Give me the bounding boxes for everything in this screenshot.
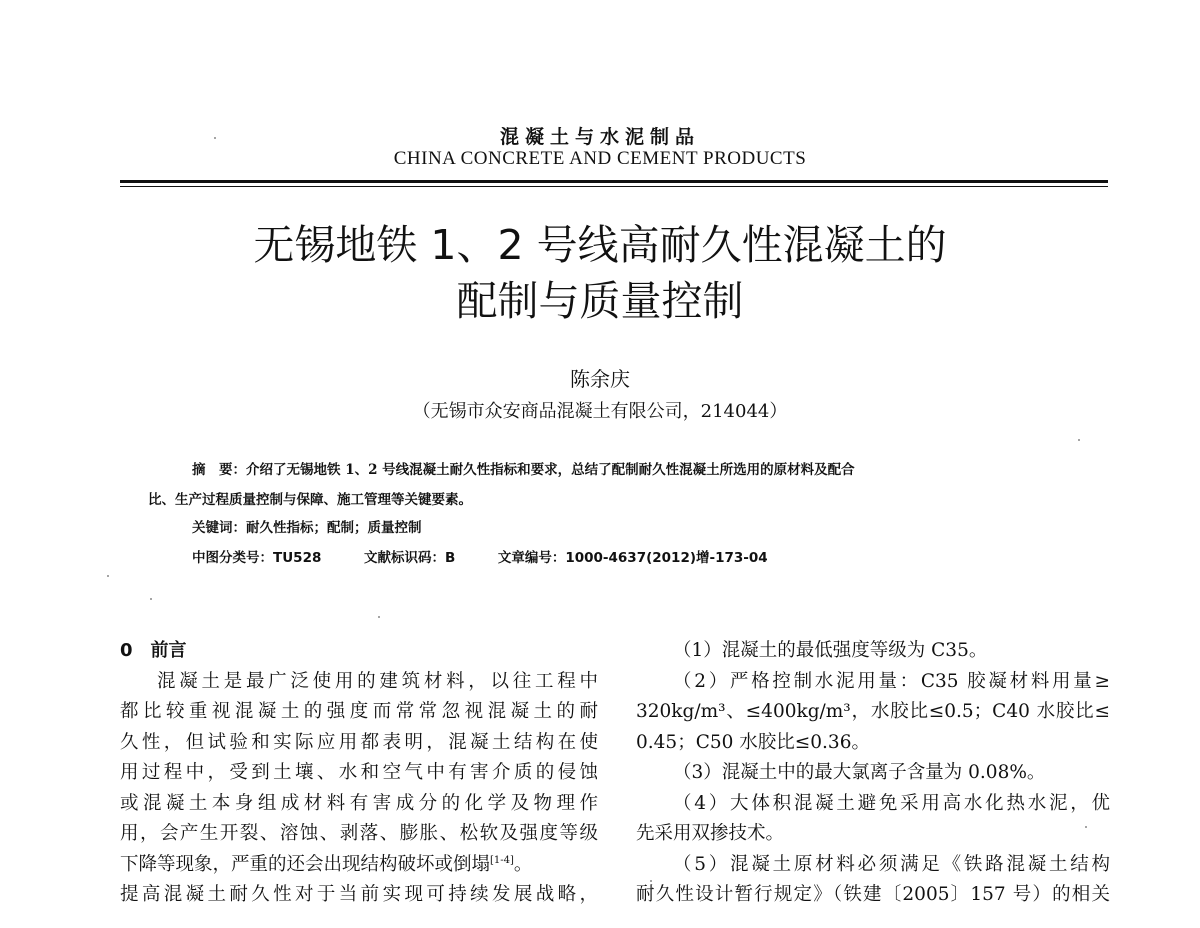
article-title-line-2: 配制与质量控制 (456, 277, 744, 325)
article-title-line-1: 无锡地铁 1、2 号线高耐久性混凝土的 (253, 221, 947, 269)
paragraph-line: 提高混凝土耐久性对于当前实现可持续发展战略， (120, 884, 598, 905)
requirement-line: 0.45；C50 水胶比≤0.36。 (636, 731, 870, 753)
paragraph-line: 用过程中，受到土壤、水和空气中有害介质的侵蚀 (120, 762, 598, 783)
scan-speck (107, 575, 109, 577)
paragraph-line: 或混凝土本身组成材料有害成分的化学及物理作 (120, 792, 598, 814)
right-column (636, 636, 1110, 911)
requirement-line: 耐久性设计暂行规定》（铁建〔2005〕157 号）的相关 (636, 884, 1110, 905)
header-rule-thick (120, 180, 1108, 183)
author-affiliation: （无锡市众安商品混凝土有限公司，214044） (412, 401, 788, 422)
requirement-line: 320kg/m³、≤400kg/m³，水胶比≤0.5；C40 水胶比≤ (636, 701, 1110, 722)
paragraph-line: 下降等现象，严重的还会出现结构破坏或倒塌 (120, 853, 491, 875)
clc-label: 中图分类号： (192, 550, 273, 566)
requirement-line: （5）混凝土原材料必须满足《铁路混凝土结构 (673, 853, 1110, 875)
requirement-line: （3）混凝土中的最大氯离子含量为 0.08%。 (673, 762, 1046, 783)
paragraph-line: 混凝土是最广泛使用的建筑材料，以往工程中 (157, 670, 598, 692)
sentence-end: 。 (513, 853, 533, 875)
paragraph-line: 久性，但试验和实际应用都表明，混凝土结构在使 (120, 731, 598, 753)
article-number-label: 文章编号： (497, 550, 566, 566)
section-heading: 0 前言 (120, 640, 187, 661)
abstract-label: 摘 要： (192, 462, 246, 478)
abstract-line-1 (192, 458, 1072, 478)
classification-line (192, 546, 768, 566)
requirement-line: 先采用双掺技术。 (636, 823, 785, 844)
scan-speck (1085, 826, 1087, 828)
abstract-line-2: 比、生产过程质量控制与保障、施工管理等关键要素。 (148, 492, 472, 508)
journal-name-cn: 混凝土与水泥制品 (499, 126, 700, 148)
citation-ref: [1-4] (490, 854, 514, 866)
requirement-line: （1）混凝土的最低强度等级为 C35。 (673, 640, 988, 661)
journal-name-en: CHINA CONCRETE AND CEMENT PRODUCTS (393, 148, 807, 169)
author-name: 陈余庆 (570, 367, 630, 391)
scan-speck (214, 137, 216, 139)
clc-value: TU528 (273, 550, 322, 566)
abstract-text-1: 介绍了无锡地铁 1、2 号线混凝土耐久性指标和要求，总结了配制耐久性混凝土所选用的原材料及配合 (246, 462, 855, 478)
paragraph-line: 用，会产生开裂、溶蚀、剥落、膨胀、松软及强度等级 (120, 823, 598, 844)
keywords-label: 关键词： (192, 520, 246, 536)
paragraph-line: 都比较重视混凝土的强度而常常忽视混凝土的耐 (120, 701, 598, 722)
doc-code-label: 文献标识码： (363, 550, 445, 566)
scan-speck (1078, 439, 1080, 441)
keywords-text: 耐久性指标；配制；质量控制 (246, 520, 422, 536)
scan-speck (650, 880, 652, 882)
scan-speck (378, 616, 380, 618)
left-column (120, 636, 598, 911)
header-rule-thin (120, 186, 1108, 187)
article-number-value: 1000-4637(2012)增-173-04 (565, 550, 768, 566)
requirement-line: （2）严格控制水泥用量：C35 胶凝材料用量≥ (673, 670, 1110, 692)
requirement-line: （4）大体积混凝土避免采用高水化热水泥，优 (673, 792, 1110, 814)
paragraph-line-with-citation (120, 850, 598, 881)
doc-code-value: B (444, 550, 456, 566)
scan-speck (150, 598, 152, 600)
keywords-line (192, 516, 422, 536)
